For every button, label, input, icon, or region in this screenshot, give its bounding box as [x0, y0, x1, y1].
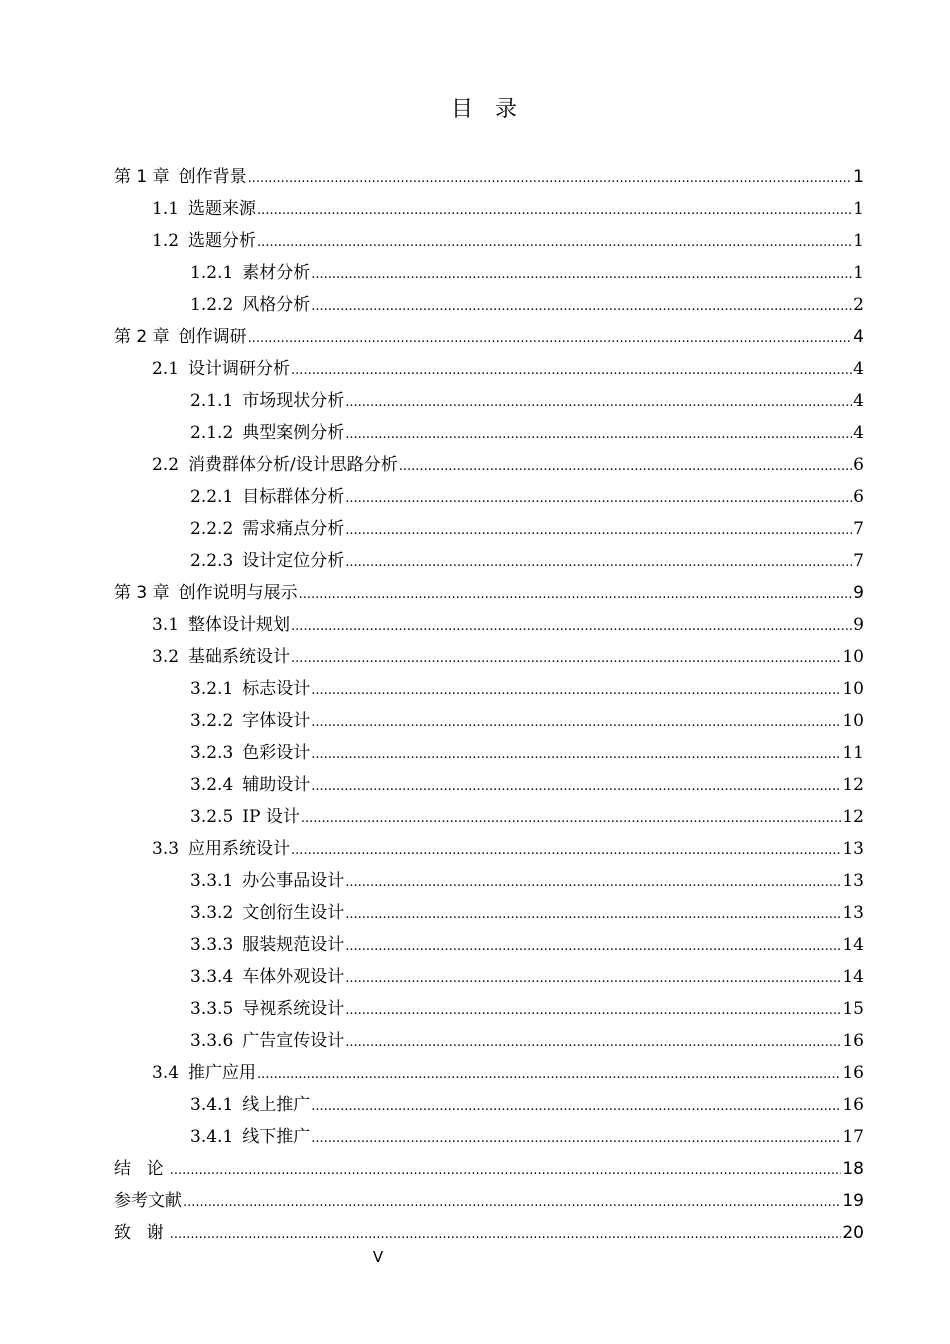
toc-entry-title: 辅助设计: [242, 775, 311, 795]
toc-entry-title: 色彩设计: [242, 743, 311, 763]
toc-entry-page-number: 16: [842, 1063, 864, 1083]
toc-entry-title: 创作背景: [178, 167, 247, 187]
toc-entry-title: 文创衍生设计: [242, 903, 345, 923]
toc-entry-page-number: 12: [842, 807, 864, 827]
toc-entry-page-number: 20: [842, 1223, 864, 1243]
toc-entry-page-number: 6: [853, 487, 864, 507]
toc-entry-page-number: 9: [853, 583, 864, 603]
toc-entry-title: 风格分析: [242, 295, 311, 315]
toc-entry-number: 3.3.4: [190, 967, 234, 987]
toc-entry-number: 3.3.1: [190, 871, 234, 891]
toc-entry-page-number: 1: [853, 167, 864, 187]
toc-entry-page-number: 13: [842, 871, 864, 891]
toc-dot-leader: [311, 259, 852, 291]
toc-dot-leader: [183, 1187, 841, 1219]
toc-entry-number: 3.2.4: [190, 775, 234, 795]
toc-entry-title: 结 论: [114, 1159, 169, 1179]
toc-entry-number: 3.2.1: [190, 679, 234, 699]
toc-entry[interactable]: [114, 961, 864, 993]
toc-entry[interactable]: [114, 1121, 864, 1153]
toc-entry-page-number: 19: [842, 1191, 864, 1211]
toc-entry-title: 致 谢: [114, 1223, 169, 1243]
toc-entry[interactable]: [114, 449, 864, 481]
toc-entry-title: 线上推广: [242, 1095, 311, 1115]
toc-dot-leader: [345, 547, 852, 579]
toc-entry[interactable]: [114, 769, 864, 801]
toc-entry[interactable]: [114, 705, 864, 737]
toc-entry[interactable]: [114, 513, 864, 545]
toc-entry-number: 3.2.2: [190, 711, 234, 731]
toc-entry[interactable]: [114, 1217, 864, 1249]
toc-dot-leader: [291, 835, 841, 867]
toc-dot-leader: [170, 1219, 842, 1251]
toc-entry-page-number: 7: [853, 551, 864, 571]
toc-entry-title: 选题分析: [188, 231, 257, 251]
toc-entry[interactable]: [114, 993, 864, 1025]
toc-entry-title: 创作调研: [178, 327, 247, 347]
toc-entry-page-number: 12: [842, 775, 864, 795]
toc-dot-leader: [345, 963, 841, 995]
toc-entry-page-number: 17: [842, 1127, 864, 1147]
table-of-contents: [114, 161, 864, 1249]
toc-dot-leader: [170, 1155, 842, 1187]
toc-entry-page-number: 4: [853, 359, 864, 379]
toc-entry[interactable]: [114, 801, 864, 833]
toc-entry-number: 3.3.2: [190, 903, 234, 923]
toc-entry-number: 第 1 章: [114, 167, 170, 187]
toc-entry-number: 3.3: [152, 839, 180, 859]
page-title: 目录: [450, 97, 539, 122]
toc-entry-page-number: 9: [853, 615, 864, 635]
toc-entry-title: 服装规范设计: [242, 935, 345, 955]
toc-entry-title: 设计定位分析: [242, 551, 345, 571]
toc-dot-leader: [345, 483, 852, 515]
toc-entry-number: 3.4.1: [190, 1095, 234, 1115]
toc-entry-page-number: 1: [853, 199, 864, 219]
toc-dot-leader: [345, 899, 841, 931]
toc-entry-title: 线下推广: [242, 1127, 311, 1147]
toc-entry-page-number: 2: [853, 295, 864, 315]
toc-entry-number: 第 2 章: [114, 327, 170, 347]
toc-entry[interactable]: [114, 225, 864, 257]
toc-entry[interactable]: [114, 545, 864, 577]
toc-entry[interactable]: [114, 737, 864, 769]
toc-dot-leader: [299, 579, 853, 611]
toc-entry-page-number: 14: [842, 935, 864, 955]
toc-dot-leader: [248, 163, 853, 195]
toc-entry-number: 2.2: [152, 455, 180, 475]
toc-entry-number: 3.2.3: [190, 743, 234, 763]
toc-entry-title: 整体设计规划: [188, 615, 291, 635]
toc-entry-number: 1.1: [152, 199, 180, 219]
toc-dot-leader: [257, 227, 852, 259]
toc-entry-title: 导视系统设计: [242, 999, 345, 1019]
toc-entry-number: 3.2: [152, 647, 180, 667]
toc-entry-title: 消费群体分析/设计思路分析: [188, 455, 398, 475]
toc-entry-title: 办公事品设计: [242, 871, 345, 891]
toc-entry-title: 推广应用: [188, 1063, 257, 1083]
toc-dot-leader: [311, 1123, 841, 1155]
toc-dot-leader: [311, 771, 841, 803]
toc-entry-page-number: 6: [853, 455, 864, 475]
toc-entry-title: 选题来源: [188, 199, 257, 219]
toc-entry-page-number: 11: [842, 743, 864, 763]
toc-entry-page-number: 16: [842, 1031, 864, 1051]
toc-entry-title: 广告宣传设计: [242, 1031, 345, 1051]
toc-entry-title: 字体设计: [242, 711, 311, 731]
toc-entry[interactable]: [114, 481, 864, 513]
toc-dot-leader: [291, 611, 852, 643]
toc-entry-page-number: 4: [853, 391, 864, 411]
toc-entry-number: 3.4: [152, 1063, 180, 1083]
toc-dot-leader: [257, 1059, 841, 1091]
toc-entry-page-number: 1: [853, 231, 864, 251]
toc-entry-title: 标志设计: [242, 679, 311, 699]
toc-entry-title: 市场现状分析: [242, 391, 345, 411]
toc-entry-number: 3.2.5: [190, 807, 234, 827]
toc-entry-title: IP 设计: [242, 807, 300, 827]
toc-entry[interactable]: [114, 161, 864, 193]
toc-entry-page-number: 14: [842, 967, 864, 987]
toc-entry-title: 典型案例分析: [242, 423, 345, 443]
toc-entry-number: 2.1.1: [190, 391, 234, 411]
toc-entry-number: 3.1: [152, 615, 180, 635]
toc-entry-number: 2.1: [152, 359, 180, 379]
toc-entry-number: 1.2: [152, 231, 180, 251]
toc-entry[interactable]: [114, 1153, 864, 1185]
toc-dot-leader: [345, 515, 852, 547]
toc-entry[interactable]: [114, 193, 864, 225]
toc-dot-leader: [311, 707, 841, 739]
toc-entry[interactable]: [114, 1057, 864, 1089]
toc-entry-title: 车体外观设计: [242, 967, 345, 987]
toc-entry-number: 2.1.2: [190, 423, 234, 443]
toc-entry[interactable]: [114, 673, 864, 705]
toc-entry-number: 3.3.3: [190, 935, 234, 955]
toc-entry[interactable]: [114, 897, 864, 929]
toc-entry-page-number: 4: [853, 423, 864, 443]
toc-entry-number: 2.2.2: [190, 519, 234, 539]
toc-entry-page-number: 1: [853, 263, 864, 283]
toc-entry-page-number: 10: [842, 711, 864, 731]
page-number: V: [372, 1248, 384, 1266]
toc-entry[interactable]: [114, 417, 864, 449]
toc-entry-title: 设计调研分析: [188, 359, 291, 379]
toc-entry-page-number: 13: [842, 903, 864, 923]
toc-dot-leader: [345, 931, 841, 963]
toc-entry-page-number: 18: [842, 1159, 864, 1179]
toc-entry-number: 3.3.5: [190, 999, 234, 1019]
toc-dot-leader: [399, 451, 852, 483]
toc-entry[interactable]: [114, 353, 864, 385]
toc-entry[interactable]: [114, 929, 864, 961]
toc-entry-number: 2.2.3: [190, 551, 234, 571]
toc-dot-leader: [311, 675, 841, 707]
toc-entry-title: 素材分析: [242, 263, 311, 283]
toc-entry[interactable]: [114, 865, 864, 897]
toc-dot-leader: [301, 803, 842, 835]
toc-dot-leader: [291, 355, 852, 387]
toc-entry[interactable]: [114, 321, 864, 353]
toc-entry-title: 目标群体分析: [242, 487, 345, 507]
toc-entry-title: 参考文献: [114, 1191, 182, 1211]
toc-dot-leader: [345, 419, 852, 451]
toc-dot-leader: [345, 387, 852, 419]
toc-entry-title: 基础系统设计: [188, 647, 291, 667]
toc-entry-title: 需求痛点分析: [242, 519, 345, 539]
toc-entry[interactable]: [114, 289, 864, 321]
toc-entry[interactable]: [114, 833, 864, 865]
toc-entry[interactable]: [114, 257, 864, 289]
toc-dot-leader: [257, 195, 852, 227]
toc-dot-leader: [345, 995, 841, 1027]
toc-entry-number: 第 3 章: [114, 583, 170, 603]
toc-dot-leader: [311, 291, 852, 323]
toc-entry-page-number: 10: [842, 647, 864, 667]
toc-dot-leader: [291, 643, 841, 675]
toc-dot-leader: [248, 323, 853, 355]
toc-dot-leader: [311, 739, 841, 771]
toc-entry-number: 3.4.1: [190, 1127, 234, 1147]
toc-dot-leader: [345, 1027, 841, 1059]
toc-dot-leader: [345, 867, 841, 899]
toc-entry-page-number: 10: [842, 679, 864, 699]
toc-entry-page-number: 7: [853, 519, 864, 539]
toc-entry[interactable]: [114, 641, 864, 673]
toc-entry[interactable]: [114, 1025, 864, 1057]
toc-entry-number: 1.2.1: [190, 263, 234, 283]
toc-entry-page-number: 13: [842, 839, 864, 859]
toc-entry[interactable]: [114, 1089, 864, 1121]
toc-entry[interactable]: [114, 385, 864, 417]
toc-entry-title: 创作说明与展示: [178, 583, 298, 603]
toc-entry[interactable]: [114, 609, 864, 641]
toc-entry-title: 应用系统设计: [188, 839, 291, 859]
toc-entry-page-number: 4: [853, 327, 864, 347]
toc-entry-page-number: 15: [842, 999, 864, 1019]
toc-entry[interactable]: [114, 1185, 864, 1217]
toc-entry-number: 1.2.2: [190, 295, 234, 315]
toc-entry-page-number: 16: [842, 1095, 864, 1115]
toc-entry-number: 2.2.1: [190, 487, 234, 507]
toc-dot-leader: [311, 1091, 841, 1123]
toc-entry[interactable]: [114, 577, 864, 609]
toc-entry-number: 3.3.6: [190, 1031, 234, 1051]
